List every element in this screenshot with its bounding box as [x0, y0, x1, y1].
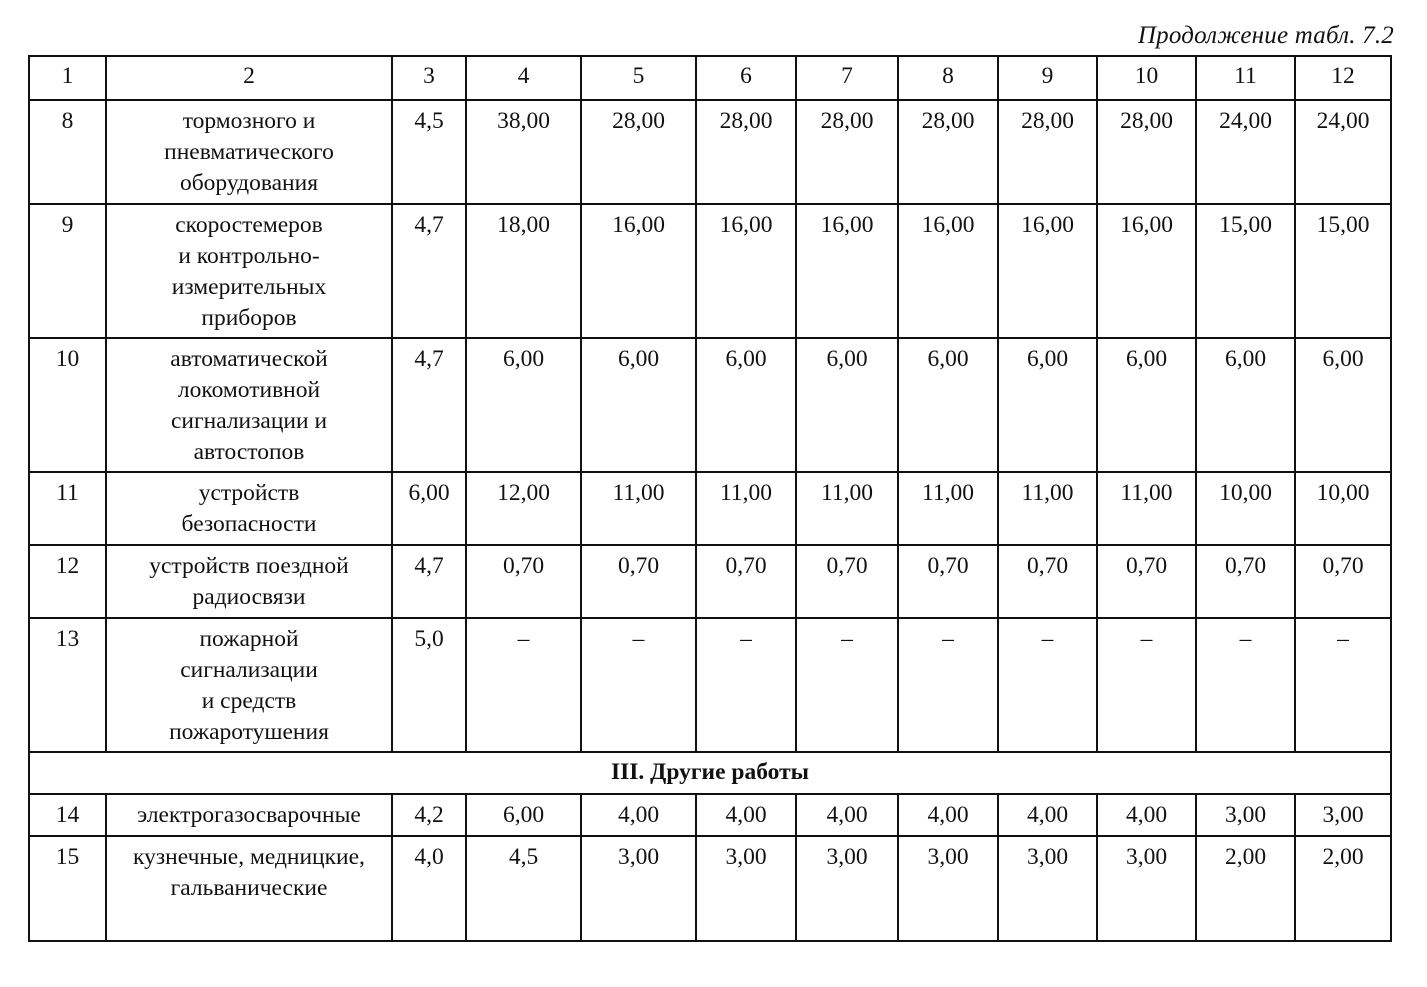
section-row	[29, 752, 1391, 794]
value-cell: 4,00	[581, 794, 696, 836]
value-cell: 28,00	[898, 100, 998, 204]
value-cell: –	[581, 618, 696, 752]
row-number-cell: 10	[29, 338, 106, 472]
value-cell: 6,00	[1295, 338, 1391, 472]
value-cell: 0,70	[998, 545, 1097, 618]
value-cell: 6,00	[581, 338, 696, 472]
value-cell: 3,00	[998, 836, 1097, 941]
value-cell: 15,00	[1196, 204, 1295, 338]
header-cell: 5	[581, 56, 696, 100]
value-cell: 3,00	[1097, 836, 1196, 941]
value-cell: 0,70	[1295, 545, 1391, 618]
table-row	[29, 204, 1391, 338]
table-caption: Продолжение табл. 7.2	[1137, 22, 1394, 49]
value-cell: 6,00	[1097, 338, 1196, 472]
coefficient-cell: 4,5	[392, 100, 466, 204]
value-cell: 28,00	[998, 100, 1097, 204]
coefficient-cell: 5,0	[392, 618, 466, 752]
row-number-cell: 14	[29, 794, 106, 836]
value-cell: 16,00	[1097, 204, 1196, 338]
value-cell: –	[1097, 618, 1196, 752]
table-row	[29, 836, 1391, 941]
section-title: III. Другие работы	[29, 752, 1391, 794]
value-cell: 12,00	[466, 472, 581, 545]
value-cell: 6,00	[796, 338, 898, 472]
value-cell: 6,00	[466, 338, 581, 472]
value-cell: 4,00	[998, 794, 1097, 836]
row-number-cell: 13	[29, 618, 106, 752]
value-cell: 0,70	[1097, 545, 1196, 618]
value-cell: 0,70	[796, 545, 898, 618]
row-name-cell: кузнечные, медницкие, гальванические	[106, 836, 392, 941]
header-cell: 2	[106, 56, 392, 100]
value-cell: 6,00	[1196, 338, 1295, 472]
coefficient-cell: 4,7	[392, 338, 466, 472]
coefficient-cell: 6,00	[392, 472, 466, 545]
coefficient-cell: 4,7	[392, 545, 466, 618]
value-cell: –	[796, 618, 898, 752]
value-cell: 6,00	[998, 338, 1097, 472]
value-cell: 4,5	[466, 836, 581, 941]
value-cell: 28,00	[796, 100, 898, 204]
value-cell: 10,00	[1196, 472, 1295, 545]
value-cell: 2,00	[1196, 836, 1295, 941]
value-cell: 28,00	[1097, 100, 1196, 204]
value-cell: 4,00	[796, 794, 898, 836]
data-table	[28, 55, 1392, 942]
table-row	[29, 794, 1391, 836]
value-cell: 2,00	[1295, 836, 1391, 941]
value-cell: 6,00	[898, 338, 998, 472]
value-cell: 4,00	[1097, 794, 1196, 836]
value-cell: –	[696, 618, 796, 752]
value-cell: 3,00	[696, 836, 796, 941]
value-cell: 15,00	[1295, 204, 1391, 338]
row-name-cell: пожарной сигнализации и средств пожаротушения	[106, 618, 392, 752]
row-name-cell: электрогазосварочные	[106, 794, 392, 836]
value-cell: 3,00	[581, 836, 696, 941]
header-cell: 8	[898, 56, 998, 100]
value-cell: –	[1295, 618, 1391, 752]
value-cell: 0,70	[581, 545, 696, 618]
value-cell: 0,70	[1196, 545, 1295, 618]
value-cell: 24,00	[1295, 100, 1391, 204]
value-cell: 16,00	[696, 204, 796, 338]
value-cell: 6,00	[466, 794, 581, 836]
header-cell: 7	[796, 56, 898, 100]
row-name-cell: тормозного и пневматического оборудования	[106, 100, 392, 204]
row-name-cell: устройств поездной радиосвязи	[106, 545, 392, 618]
row-name-cell: скоростемеров и контрольно- измерительных приборов	[106, 204, 392, 338]
row-number-cell: 12	[29, 545, 106, 618]
value-cell: 28,00	[696, 100, 796, 204]
value-cell: –	[1196, 618, 1295, 752]
value-cell: 4,00	[696, 794, 796, 836]
header-cell: 3	[392, 56, 466, 100]
header-cell: 12	[1295, 56, 1391, 100]
header-cell: 11	[1196, 56, 1295, 100]
table-row	[29, 618, 1391, 752]
coefficient-cell: 4,0	[392, 836, 466, 941]
value-cell: 16,00	[581, 204, 696, 338]
row-number-cell: 8	[29, 100, 106, 204]
value-cell: 11,00	[796, 472, 898, 545]
value-cell: –	[466, 618, 581, 752]
value-cell: 11,00	[581, 472, 696, 545]
header-cell: 1	[29, 56, 106, 100]
row-name-cell: устройств безопасности	[106, 472, 392, 545]
value-cell: 0,70	[466, 545, 581, 618]
row-number-cell: 15	[29, 836, 106, 941]
coefficient-cell: 4,7	[392, 204, 466, 338]
value-cell: 16,00	[898, 204, 998, 338]
header-row	[29, 56, 1391, 100]
header-cell: 4	[466, 56, 581, 100]
value-cell: 16,00	[998, 204, 1097, 338]
value-cell: 3,00	[898, 836, 998, 941]
value-cell: 11,00	[1097, 472, 1196, 545]
value-cell: 3,00	[1295, 794, 1391, 836]
row-number-cell: 11	[29, 472, 106, 545]
table-row	[29, 545, 1391, 618]
value-cell: 11,00	[998, 472, 1097, 545]
table-row	[29, 338, 1391, 472]
value-cell: 3,00	[796, 836, 898, 941]
header-cell: 10	[1097, 56, 1196, 100]
value-cell: 11,00	[696, 472, 796, 545]
table-row	[29, 100, 1391, 204]
value-cell: 0,70	[898, 545, 998, 618]
row-number-cell: 9	[29, 204, 106, 338]
value-cell: 6,00	[696, 338, 796, 472]
value-cell: 4,00	[898, 794, 998, 836]
value-cell: –	[998, 618, 1097, 752]
value-cell: 28,00	[581, 100, 696, 204]
coefficient-cell: 4,2	[392, 794, 466, 836]
value-cell: 0,70	[696, 545, 796, 618]
value-cell: 24,00	[1196, 100, 1295, 204]
value-cell: 38,00	[466, 100, 581, 204]
value-cell: –	[898, 618, 998, 752]
row-name-cell: автоматической локомотивной сигнализации и автостопов	[106, 338, 392, 472]
value-cell: 11,00	[898, 472, 998, 545]
header-cell: 9	[998, 56, 1097, 100]
value-cell: 10,00	[1295, 472, 1391, 545]
header-cell: 6	[696, 56, 796, 100]
value-cell: 18,00	[466, 204, 581, 338]
value-cell: 16,00	[796, 204, 898, 338]
table-row	[29, 472, 1391, 545]
value-cell: 3,00	[1196, 794, 1295, 836]
